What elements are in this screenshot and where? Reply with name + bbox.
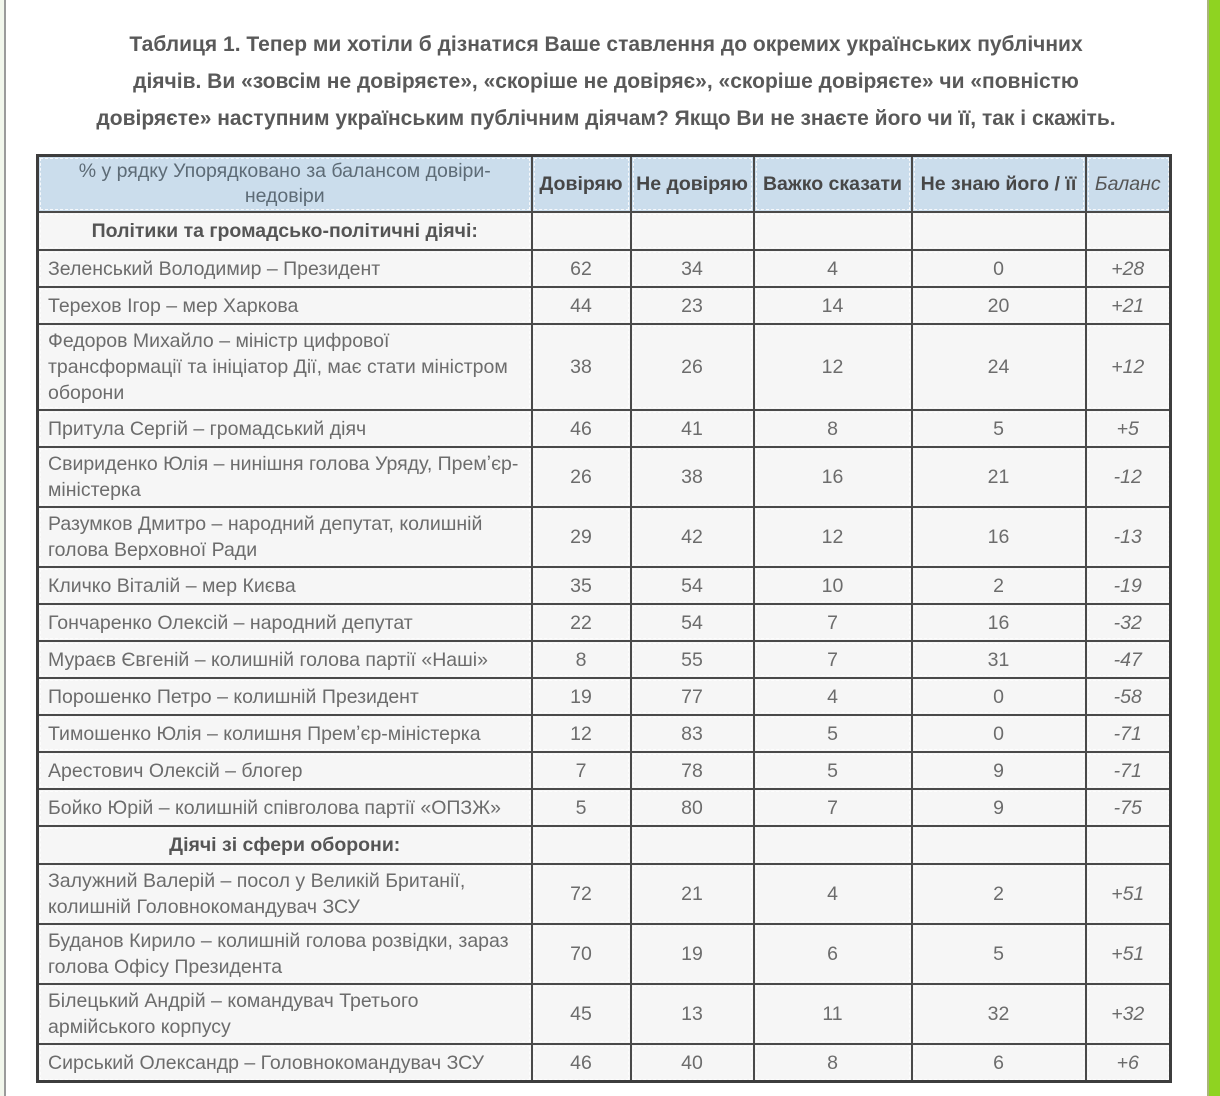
cell-trust: 26 xyxy=(532,447,631,507)
table-row xyxy=(38,567,1171,604)
cell-balance: +51 xyxy=(1086,924,1171,984)
cell-distrust: 13 xyxy=(631,984,754,1044)
cell-dont-know: 16 xyxy=(912,604,1086,641)
cell-balance: +21 xyxy=(1086,287,1171,324)
cell-trust: 19 xyxy=(532,678,631,715)
cell-balance: -58 xyxy=(1086,678,1171,715)
cell-hard-to-say: 16 xyxy=(754,447,912,507)
left-border-line xyxy=(4,0,6,1096)
cell-trust: 29 xyxy=(532,507,631,567)
right-accent-bar xyxy=(1207,0,1220,1096)
cell-trust: 38 xyxy=(532,324,631,410)
cell-distrust: 54 xyxy=(631,604,754,641)
cell-trust: 35 xyxy=(532,567,631,604)
cell-distrust: 21 xyxy=(631,864,754,924)
table-row xyxy=(38,410,1171,447)
table-row xyxy=(38,250,1171,287)
section-empty-cell xyxy=(754,212,912,250)
cell-hard-to-say: 12 xyxy=(754,507,912,567)
section-empty-cell xyxy=(912,212,1086,250)
cell-balance: +6 xyxy=(1086,1044,1171,1082)
cell-trust: 45 xyxy=(532,984,631,1044)
cell-distrust: 34 xyxy=(631,250,754,287)
cell-name: Залужний Валерій – посол у Великій Британії, колишній Головнокомандувач ЗСУ xyxy=(38,864,532,924)
cell-dont-know: 9 xyxy=(912,789,1086,826)
cell-trust: 70 xyxy=(532,924,631,984)
cell-distrust: 78 xyxy=(631,752,754,789)
cell-hard-to-say: 7 xyxy=(754,789,912,826)
cell-distrust: 38 xyxy=(631,447,754,507)
cell-dont-know: 31 xyxy=(912,641,1086,678)
header-row xyxy=(38,156,1171,213)
cell-balance: -47 xyxy=(1086,641,1171,678)
cell-dont-know: 6 xyxy=(912,1044,1086,1082)
cell-balance: +12 xyxy=(1086,324,1171,410)
cell-dont-know: 2 xyxy=(912,567,1086,604)
table-row xyxy=(38,447,1171,507)
table-title-line-1: Таблиця 1. Тепер ми хотіли б дізнатися Ваше ставлення до окремих українських публічних xyxy=(129,33,1083,56)
cell-name: Мураєв Євгеній – колишній голова партії «Наші» xyxy=(38,641,532,678)
cell-dont-know: 21 xyxy=(912,447,1086,507)
cell-name: Разумков Дмитро – народний депутат, колишній голова Верховної Ради xyxy=(38,507,532,567)
cell-hard-to-say: 5 xyxy=(754,752,912,789)
section-label: Політики та громадсько-політичні діячі: xyxy=(38,212,532,250)
table-row xyxy=(38,641,1171,678)
header-dont-know: Не знаю його / її xyxy=(912,156,1086,213)
cell-hard-to-say: 8 xyxy=(754,1044,912,1082)
section-empty-cell xyxy=(532,212,631,250)
table-row xyxy=(38,789,1171,826)
cell-distrust: 55 xyxy=(631,641,754,678)
cell-trust: 62 xyxy=(532,250,631,287)
cell-hard-to-say: 11 xyxy=(754,984,912,1044)
cell-dont-know: 16 xyxy=(912,507,1086,567)
cell-name: Кличко Віталій – мер Києва xyxy=(38,567,532,604)
cell-dont-know: 5 xyxy=(912,410,1086,447)
cell-dont-know: 5 xyxy=(912,924,1086,984)
table-row xyxy=(38,752,1171,789)
cell-name: Порошенко Петро – колишній Президент xyxy=(38,678,532,715)
cell-dont-know: 0 xyxy=(912,250,1086,287)
cell-balance: -71 xyxy=(1086,752,1171,789)
table-title-line-3: довіряєте» наступним українським публічним діячам? Якщо Ви не знаєте його чи її, так і скажіть. xyxy=(96,107,1116,130)
cell-name: Арестович Олексій – блогер xyxy=(38,752,532,789)
cell-trust: 12 xyxy=(532,715,631,752)
table-row xyxy=(38,507,1171,567)
cell-hard-to-say: 5 xyxy=(754,715,912,752)
cell-name: Свириденко Юлія – нинішня голова Уряду, Премʼєр-міністерка xyxy=(38,447,532,507)
table-row xyxy=(38,604,1171,641)
cell-dont-know: 32 xyxy=(912,984,1086,1044)
cell-trust: 46 xyxy=(532,410,631,447)
section-empty-cell xyxy=(631,212,754,250)
cell-balance: +32 xyxy=(1086,984,1171,1044)
cell-balance: -13 xyxy=(1086,507,1171,567)
cell-distrust: 23 xyxy=(631,287,754,324)
cell-name: Буданов Кирило – колишній голова розвідки, зараз голова Офісу Президента xyxy=(38,924,532,984)
table-row xyxy=(38,924,1171,984)
cell-hard-to-say: 14 xyxy=(754,287,912,324)
table-title xyxy=(36,26,1176,137)
cell-dont-know: 2 xyxy=(912,864,1086,924)
section-empty-cell xyxy=(1086,826,1171,864)
cell-name: Тимошенко Юлія – колишня Премʼєр-міністерка xyxy=(38,715,532,752)
cell-balance: +28 xyxy=(1086,250,1171,287)
header-balance: Баланс xyxy=(1086,156,1171,213)
cell-hard-to-say: 10 xyxy=(754,567,912,604)
cell-name: Бойко Юрій – колишній співголова партії «ОПЗЖ» xyxy=(38,789,532,826)
header-distrust: Не довіряю xyxy=(631,156,754,213)
cell-dont-know: 0 xyxy=(912,715,1086,752)
cell-dont-know: 9 xyxy=(912,752,1086,789)
cell-hard-to-say: 4 xyxy=(754,678,912,715)
table-row xyxy=(38,984,1171,1044)
cell-distrust: 77 xyxy=(631,678,754,715)
cell-trust: 8 xyxy=(532,641,631,678)
table-title-line-2: діячів. Ви «зовсім не довіряєте», «скоріше не довіряє», «скоріше довіряєте» чи «повністю xyxy=(133,70,1079,93)
cell-balance: -75 xyxy=(1086,789,1171,826)
table-row xyxy=(38,287,1171,324)
table-row xyxy=(38,715,1171,752)
cell-name: Гончаренко Олексій – народний депутат xyxy=(38,604,532,641)
cell-balance: +5 xyxy=(1086,410,1171,447)
cell-name: Сирський Олександр – Головнокомандувач ЗСУ xyxy=(38,1044,532,1082)
cell-hard-to-say: 4 xyxy=(754,864,912,924)
table-row xyxy=(38,324,1171,410)
cell-trust: 44 xyxy=(532,287,631,324)
cell-dont-know: 20 xyxy=(912,287,1086,324)
section-empty-cell xyxy=(532,826,631,864)
cell-trust: 5 xyxy=(532,789,631,826)
cell-balance: -12 xyxy=(1086,447,1171,507)
cell-hard-to-say: 7 xyxy=(754,641,912,678)
section-empty-cell xyxy=(631,826,754,864)
cell-hard-to-say: 4 xyxy=(754,250,912,287)
cell-dont-know: 0 xyxy=(912,678,1086,715)
cell-hard-to-say: 7 xyxy=(754,604,912,641)
cell-trust: 22 xyxy=(532,604,631,641)
cell-name: Терехов Ігор – мер Харкова xyxy=(38,287,532,324)
section-empty-cell xyxy=(1086,212,1171,250)
header-hard-to-say: Важко сказати xyxy=(754,156,912,213)
cell-name: Притула Сергій – громадський діяч xyxy=(38,410,532,447)
cell-hard-to-say: 12 xyxy=(754,324,912,410)
cell-trust: 7 xyxy=(532,752,631,789)
section-row xyxy=(38,826,1171,864)
cell-hard-to-say: 6 xyxy=(754,924,912,984)
cell-distrust: 42 xyxy=(631,507,754,567)
cell-distrust: 40 xyxy=(631,1044,754,1082)
section-label: Діячі зі сфери оборони: xyxy=(38,826,532,864)
cell-distrust: 54 xyxy=(631,567,754,604)
cell-distrust: 80 xyxy=(631,789,754,826)
cell-trust: 72 xyxy=(532,864,631,924)
header-trust: Довіряю xyxy=(532,156,631,213)
cell-name: Федоров Михайло – міністр цифрової трансформації та ініціатор Дії, має стати міністром оборони xyxy=(38,324,532,410)
cell-name: Зеленський Володимир – Президент xyxy=(38,250,532,287)
cell-distrust: 19 xyxy=(631,924,754,984)
section-empty-cell xyxy=(912,826,1086,864)
section-empty-cell xyxy=(754,826,912,864)
table-row xyxy=(38,1044,1171,1082)
cell-name: Білецький Андрій – командувач Третього армійського корпусу xyxy=(38,984,532,1044)
cell-distrust: 26 xyxy=(631,324,754,410)
table-row xyxy=(38,678,1171,715)
cell-hard-to-say: 8 xyxy=(754,410,912,447)
table-row xyxy=(38,864,1171,924)
cell-balance: -19 xyxy=(1086,567,1171,604)
cell-balance: -71 xyxy=(1086,715,1171,752)
cell-dont-know: 24 xyxy=(912,324,1086,410)
cell-trust: 46 xyxy=(532,1044,631,1082)
cell-balance: -32 xyxy=(1086,604,1171,641)
section-row xyxy=(38,212,1171,250)
cell-distrust: 41 xyxy=(631,410,754,447)
cell-distrust: 83 xyxy=(631,715,754,752)
cell-balance: +51 xyxy=(1086,864,1171,924)
trust-ratings-table xyxy=(36,154,1172,1083)
table-body xyxy=(38,212,1171,1082)
header-subject: % у рядку Упорядковано за балансом довіри-недовіри xyxy=(38,156,532,213)
